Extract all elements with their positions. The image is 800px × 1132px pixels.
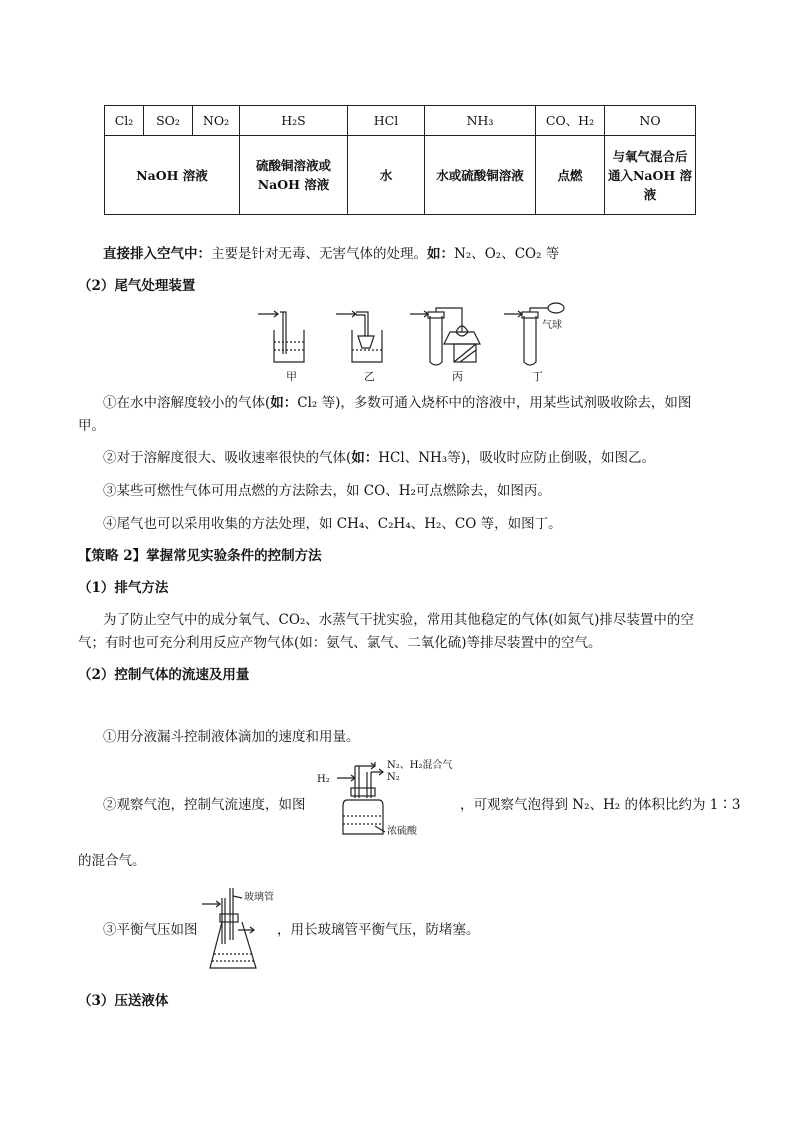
strategy-2-heading: 【策略 2】掌握常见实验条件的控制方法 [78,548,322,564]
direct-emission-line: 直接排入空气中：主要是针对无毒、无害气体的处理。如：N₂、O₂、CO₂ 等 [103,246,560,262]
section-title-tail-gas-devices: （2）尾气处理装置 [78,278,196,294]
table-header-cell: Cl₂ [105,106,144,136]
table-header-cell: NO [605,106,696,136]
item-1: ①在水中溶解度较小的气体(如：Cl₂ 等)，多数可通入烧杯中的溶液中，用某些试剂吸收除去，如图 [103,395,692,411]
table-cell: 硫酸铜溶液或NaOH 溶液 [240,136,348,215]
item-1-cont: 甲。 [78,418,105,434]
apparatus-yi-icon [336,311,382,362]
item-3: ③某些可燃性气体可用点燃的方法除去，如 CO、H₂可点燃除去，如图丙。 [103,483,551,499]
table-cell: 与氧气混合后通入NaOH 溶液 [605,136,696,215]
table-header-cell: NO₂ [193,106,240,136]
table-header-cell: H₂S [240,106,348,136]
table-header-cell: NH₃ [425,106,536,136]
tail-gas-apparatus-figure [250,302,570,382]
section-title-flow-control: （2）控制气体的流速及用量 [78,667,250,683]
glass-tube-label: 玻璃管 [244,892,274,903]
gas-wash-bottle-figure [315,758,465,838]
table-cell: 水 [348,136,425,215]
table-cell: 点燃 [536,136,605,215]
balloon-label: 气球 [542,320,562,331]
control-item-2-start: ②观察气泡，控制气流速度，如图 [103,797,306,813]
control-item-2-cont: 的混合气。 [78,853,146,869]
table-header-cell: SO₂ [144,106,193,136]
control-item-2-end: ，可观察气泡得到 N₂、H₂ 的体积比约为 1∶3 [460,797,741,813]
purge-paragraph-line-2: 气；有时也可充分利用反应产物气体(如：氨气、氯气、二氧化硫)等排尽装置中的空气。 [78,635,602,651]
item-4: ④尾气也可以采用收集的方法处理，如 CH₄、C₂H₄、H₂、CO 等，如图丁。 [103,516,562,532]
control-item-3-end: ，用长玻璃管平衡气压，防堵塞。 [277,922,480,938]
figure-caption-jia: 甲 [286,370,297,382]
section-title-purge: （1）排气方法 [78,580,169,596]
gas-treatment-table [104,105,696,215]
purge-paragraph-line-1: 为了防止空气中的成分氧气、CO₂、水蒸气干扰实验，常用其他稳定的气体(如氮气)排尽装置中的空 [103,612,694,628]
control-item-1: ①用分液漏斗控制液体滴加的速度和用量。 [103,729,360,745]
mix-gas-label: N₂、H₂混合气 [387,760,453,771]
figure-caption-ding: 丁 [532,370,543,382]
table-cell: NaOH 溶液 [105,136,240,215]
n2-label: N₂ [387,772,400,783]
table-header-cell: HCl [348,106,425,136]
figure-caption-yi: 乙 [364,370,375,382]
apparatus-bing-icon [410,308,480,365]
sulfuric-acid-label: 浓硫酸 [387,826,417,837]
item-2: ②对于溶解度很大、吸收速率很快的气体(如：HCl、NH₃等)，吸收时应防止倒吸，如图乙。 [103,450,655,466]
figure-caption-bing: 丙 [452,370,463,382]
h2-label: H₂ [317,774,330,785]
apparatus-ding-icon [504,303,564,365]
control-item-3-start: ③平衡气压如图 [103,922,198,938]
table-cell: 水或硫酸铜溶液 [425,136,536,215]
table-header-cell: CO、H₂ [536,106,605,136]
apparatus-jia-icon [258,311,304,362]
section-title-press-liquid: （3）压送液体 [78,993,169,1009]
